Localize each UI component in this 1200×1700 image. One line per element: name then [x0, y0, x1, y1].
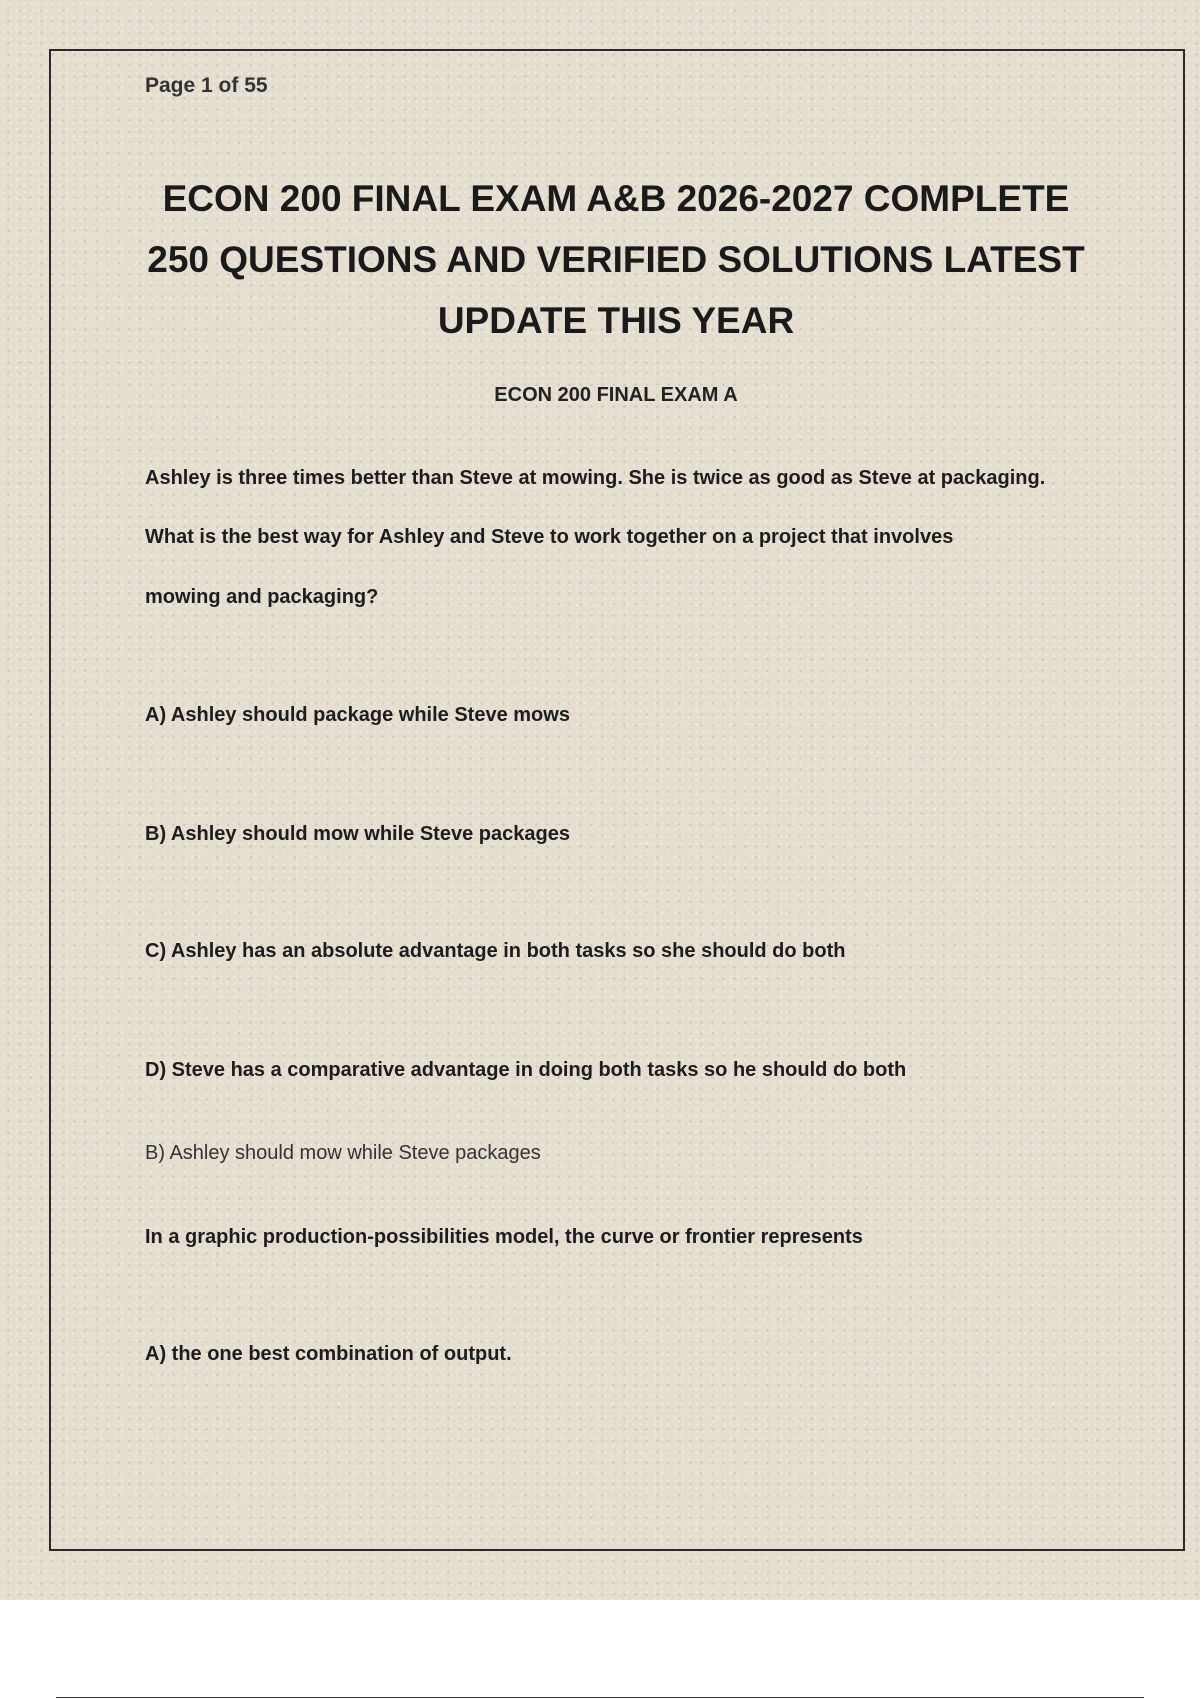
page-number: Page 1 of 55 — [145, 74, 268, 97]
title-line-1: ECON 200 FINAL EXAM A&B 2026-2027 COMPLETE — [162, 178, 1070, 219]
question-1-stem-line-1: Ashley is three times better than Steve at mowing. She is twice as good as Steve at packaging. — [145, 467, 1046, 489]
question-1-stem-line-2: What is the best way for Ashley and Steve to work together on a project that involves — [145, 526, 954, 548]
question-2-stem-line-1: In a graphic production-possibilities model, the curve or frontier represents — [145, 1226, 863, 1248]
title-line-2: 250 QUESTIONS AND VERIFIED SOLUTIONS LATEST — [147, 239, 1085, 280]
title-line-3: UPDATE THIS YEAR — [437, 300, 795, 341]
question-1-option-a: A) Ashley should package while Steve mows — [145, 704, 570, 726]
question-2-option-a: A) the one best combination of output. — [145, 1343, 512, 1365]
footer-rule — [56, 1697, 1144, 1698]
question-1-stem-line-3: mowing and packaging? — [145, 586, 379, 608]
question-1-option-b: B) Ashley should mow while Steve packages — [145, 823, 570, 845]
document-title — [100, 168, 1132, 351]
question-1-answer: B) Ashley should mow while Steve packages — [145, 1142, 541, 1164]
exam-subtitle: ECON 200 FINAL EXAM A — [494, 384, 738, 406]
question-1-option-d: D) Steve has a comparative advantage in doing both tasks so he should do both — [145, 1059, 907, 1081]
question-1-option-c: C) Ashley has an absolute advantage in both tasks so she should do both — [145, 940, 846, 962]
